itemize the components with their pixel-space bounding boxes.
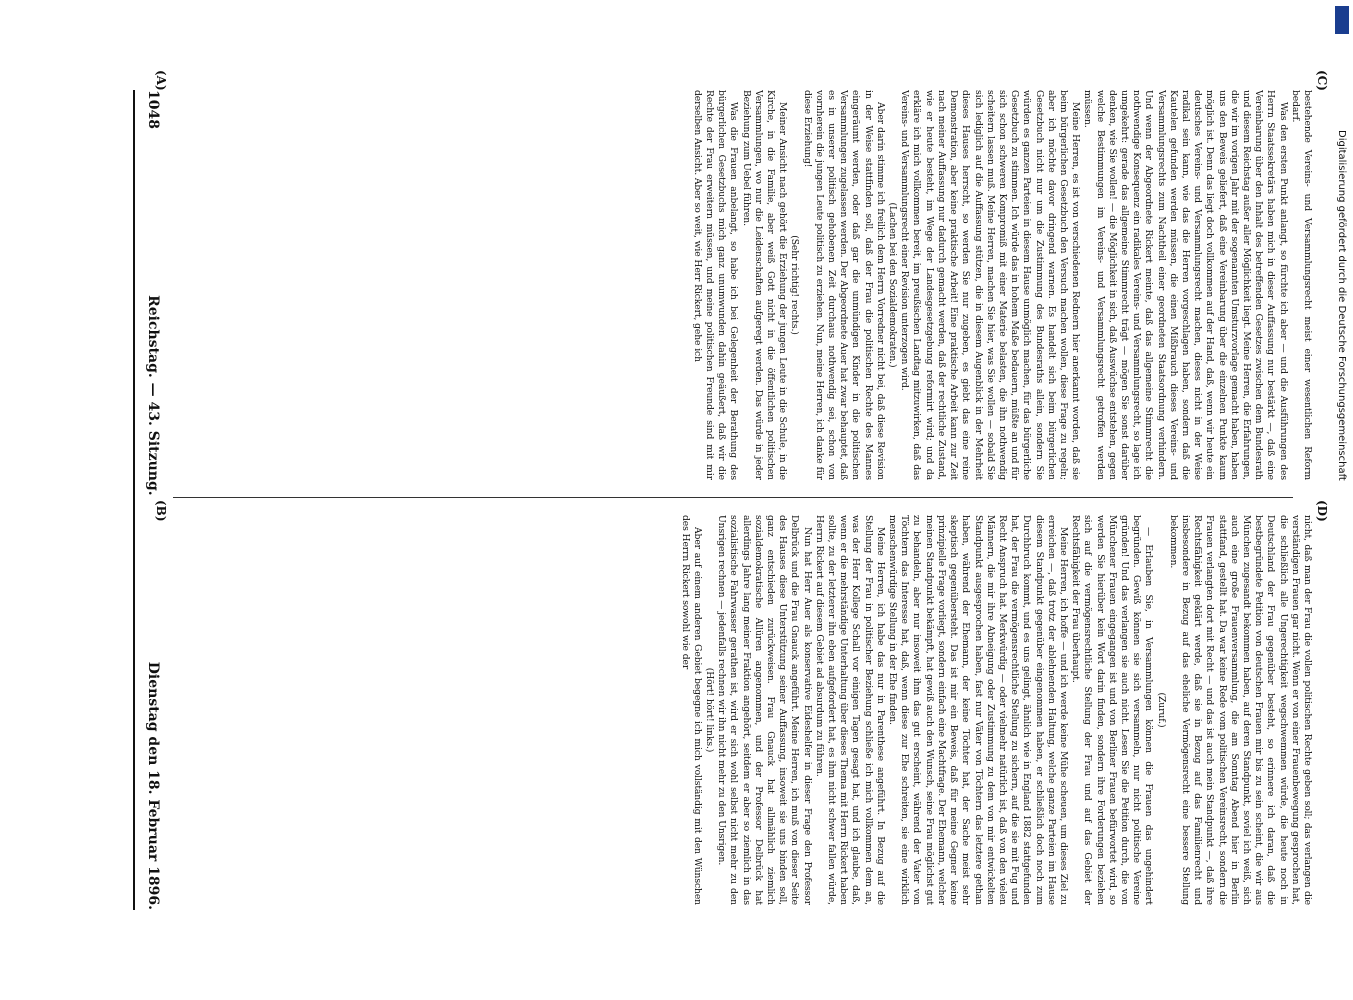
marker-a: (A) — [154, 70, 168, 91]
paragraph: Aber auf einem anderen Gebiet begegne ich mich vollständig mit den Wünschen des Herrn Rickert sowohl wie der — [679, 515, 703, 905]
column-right — [173, 515, 1313, 905]
paragraph: bestehende Vereins- und Versammlungsrecht meist einer wesentlichen Reform bedarf. — [1289, 90, 1313, 480]
digitization-note: Digitalisierung gefördert durch die Deutsche Forschungsgemeinschaft — [1336, 130, 1347, 481]
paragraph: Aber darin stimme ich freilich dem Herrn Vorredner nicht bei, daß diese Revision in der Weise stattfinden soll, daß der Frau die politischen Rechte des Mannes eingeräumt werden, oder daß gar die unmündigen Kinder in die politischen Versammlungen zugelassen werden. Der Abgeordnete Auer hat zwar behauptet, daß es in unserer politisch gehobenen Zeit durchaus nothwendig sei, schon von vornherein die jungen Leute politisch zu erziehen. Nun, meine Herren, ich danke für diese Erziehung! — [801, 90, 886, 480]
column-left — [173, 90, 1313, 480]
paragraph: (Sehr richtig! rechts.) — [789, 235, 801, 335]
marker-c: (C) — [1315, 70, 1329, 91]
column-divider — [173, 497, 1293, 498]
paragraph: Nun hat Herr Auer als konservative Eideshelfer in dieser Frage den Professor Delbrück und die Frau Gnauck angeführt. Meine Herren, ich muß von dieser Seite des Hauses diese Unterstützung seiner Auffassung, insoweit sie uns binden soll, ganz entschieden zurückweisen. Frau Gnauck hat allmählich ziemlich sozialdemokratische Allüren angenommen, und der Professor Delbrück hat allerdings Jahre lang meiner Fraktion angehört, seitdem er aber so ziemlich in das sozialistische Fahrwasser gerathen ist, wird er sich wohl selbst nicht mehr zu den Unsrigen rechnen — jedenfalls rechnen wir ihn nicht mehr zu den Unsrigen. — [716, 515, 813, 905]
paragraph: Meine Herren, es ist von verschiedenen Rednern hier anerkannt worden, daß sie beim bürgerlichen Gesetzbuch den Versuch machen wollen, diese Frage zu regeln; aber ich möchte davor dringend warnen. Es handelt sich beim bürgerlichen Gesetzbuch nicht nur um die Zustimmung des Bundesraths allein, sondern Sie würden es ganzen Parteien in diesem Hause unmöglich machen, für das bürgerliche Gesetzbuch zu stimmen. Ich würde das in hohem Maße bedauern, müßte an und für sich schon schweren Kompromiß mit einer Materie belasten, die ihn nothwendig scheitern lassen muß. Meine Herren, machen Sie hier, was Sie wollen — sobald Sie sich lediglich auf die Auffassung stützen, die in diesem Augenblick in der Mehrheit dieses Hauses herrscht, so werden Sie nur zugeben, es giebt das eine reine Demonstration, aber keine praktische Arbeit! Eine praktische Arbeit kann zur Zeit nach meiner Auffassung nur dadurch gemacht werden, daß der rechtliche Zustand, wie er heute besteht, im Wege der Landesgesetzgebung reformirt wird; und da erkläre ich mich vollkommen bereit, im preußischen Landtag mitzuwirken, daß das Vereins- und Versammlungsrecht einer Revision unterzogen wird. — [899, 90, 1082, 480]
marker-b: (B) — [154, 500, 168, 522]
paragraph: Meine Herren, ich hoffe — und ich werde keine Mühe scheuen, um dieses Ziel zu erreichen —, daß trotz der ablehnenden Haltung, welche ganze Parteien im Hause diesem Standpunkt gegenüber eingenommen haben, er schließlich doch noch zum Durchbruch kommt, und es uns gelingt, ähnlich wie in England 1882 stattgefunden hat, der Frau die vermögensrechtliche Stellung zu sichern, auf die sie mit Fug und Recht Anspruch hat. Merkwürdig — oder vielmehr natürlich ist, daß von den vielen Männern, die mir ihre Abneigung oder Zustimmung zu dem von mir entwickelten Standpunkt ausgesprochen haben, fast nur Väter von Töchtern das letztere gethan haben, während der Ehemann, der keine Töchter hat, der Sache meist sehr skeptisch gegenübersteht. Das ist mir ein Beweis, daß für meine Gegner keine prinzipielle Frage vorliegt, sondern einfach eine Machtfrage. Der Ehemann, welcher meinen Standpunkt bekämpft, hat gewiß auch den Wunsch, seine Frau möglichst gut zu behandeln, aber nur insoweit ihm das gut erscheint, während der Vater von Töchtern das Interesse hat, daß, wenn diese zur Ehe schreiten, sie eine wirklich menschenwürdige Stellung in der Ehe finden. — [887, 515, 1069, 905]
session-date: Dienstag den 18. Februar 1896. — [145, 661, 161, 910]
paragraph: Was den ersten Punkt anlangt, so fürchte ich aber — und die Ausführungen des Herrn Staatssekretärs haben mich in dieser Auffassung nur bestärkt —, daß eine Vereinbarung über den Inhalt des betreffenden Gesetzes zwischen dem Bundesrath und diesem Reichstag außer aller Möglichkeit liegt. Meine Herren, die Erfahrungen, die wir im vorigen Jahr mit der sogenannten Umsturzvorlage gemacht haben, haben uns den Beweis geliefert, daß eine Vereinbarung über die einzelnen Punkte kaum möglich ist. Denn das liegt doch vollkommen auf der Hand, daß, wenn wir heute ein deutsches Vereins- und Versammlungsrecht machen, dieses nicht in der Weise radikal sein kann, wie das die Herren vorgeschlagen haben, sondern daß die Kautelen gefunden werden müssen, die einen Mißbrauch dieses Vereins- und Versammlungsrechts zum Nachtheil einer geordneten Staatsordnung verhindern. Und wenn der Abgeordnete Rickert meinte, daß das allgemeine Stimmrecht die nothwendige Konsequenz ein radikales Vereins- und Versammlungsrecht, so lage ich umgekehrt: gerade das allgemeine Stimmrecht trägt — mögen Sie sonst darüber denken, wie Sie wollen! — die Möglichkeit in sich, daß Auswüchse entstehen, gegen welche Bestimmungen im Vereins- und Versammlungsrecht getroffen werden müssen. — [1082, 90, 1289, 480]
paragraph: nicht, daß man der Frau die vollen politischen Rechte geben soll; das verlangen die verständigen Frauen gar nicht. Wenn er von einer Frauenbewegung gesprochen hat, die schließlich alle Ungerechtigkeit wegschwemmen würde, die heute noch in Deutschland der Frau gegenüber besteht, so erinnere ich daran, daß die bestbegründete Petition von deutschen Frauen mir bis zu sein scheint, die wir aus München zugesandt bekommen haben, auf deren Standpunkt, soviel ich weiß, sich auch eine große Frauenversammlung, die am Sonntag Abend hier in Berlin stattfand, gestellt hat. Da war keine Rede vom politischen Vereinsrecht, sondern die Frauen verlangten dort mit Recht — und das ist auch mein Standpunkt —, daß ihre Rechtsfähigkeit geklärt werde, daß sie in Bezug auf das Familienrecht und insbesondere in Bezug auf das eheliche Vermögensrecht eine bessere Stellung bekommen. — [1167, 515, 1313, 905]
session-title: Reichstag. — 43. Sitzung. — [145, 295, 161, 496]
paragraph: — Erlauben Sie, in Versammlungen können die Frauen das ungehindert begründen. Gewiß können sie sich versammeln, nur nicht politische Vereine gründen! Und das verlangen sie auch nicht. Lesen Sie die Petition durch, die von Münchener Frauen eingegangen ist und von Berliner Frauen befürwortet wird, so werden Sie hierüber kein Wort darin finden, sondern ihre Forderungen beziehen sich auf die vermögensrechtliche Stellung der Frau und auf das Gebiet der Rechtsfähigkeit der Frau überhaupt. — [1070, 515, 1155, 905]
paragraph: (Lachen bei den Sozialdemokraten.) — [887, 202, 899, 368]
header-rule — [133, 90, 135, 910]
paragraph: Meine Herren, ich habe das nur in Parenthese angeführt. In Bezug auf die Stellung der Frau in politischer Beziehung schließe ich mich vollkommen dem an, was der Herr Kollege Schall vor einigen Tagen gesagt hat, und ich glaube, daß, wenn er die mehrständige Unterhaltung über dieses Thema mit Herrn Rickert haben sollte, zu der letzterer ihn eben aufgefordert hat, es ihm nicht schwer fallen würde, Herrn Rickert auf diesem Gebiet ad absurdum zu führen. — [813, 515, 886, 905]
marker-d: (D) — [1315, 500, 1329, 522]
paragraph: Meiner Ansicht nach gehört die Erziehung der jungen Leute in die Schule, in die Kirche, in die Familie, aber weiß Gott nicht in die öffentlichen politischen Versammlungen, wo nur die Leidenschaften aufgeregt werden. Das würde in jeder Beziehung zum Uebel führen. — [740, 90, 789, 480]
paragraph: (Hört! hört! links.) — [704, 667, 716, 753]
paragraph: (Zuruf.) — [1155, 692, 1167, 728]
paragraph: Was die Frauen anbelangt, so habe ich bei Gelegenheit der Berathung des bürgerlichen Gesetzbuchs mich ganz unumwunden dahin geäußert, daß wir die Rechte der Frau erweitern müssen, und meine politischen Freunde sind mit mir derselben Ansicht. Aber so weit, wie Herr Rickert, gehe ich — [691, 90, 740, 480]
page-number: 1048 — [145, 90, 161, 129]
